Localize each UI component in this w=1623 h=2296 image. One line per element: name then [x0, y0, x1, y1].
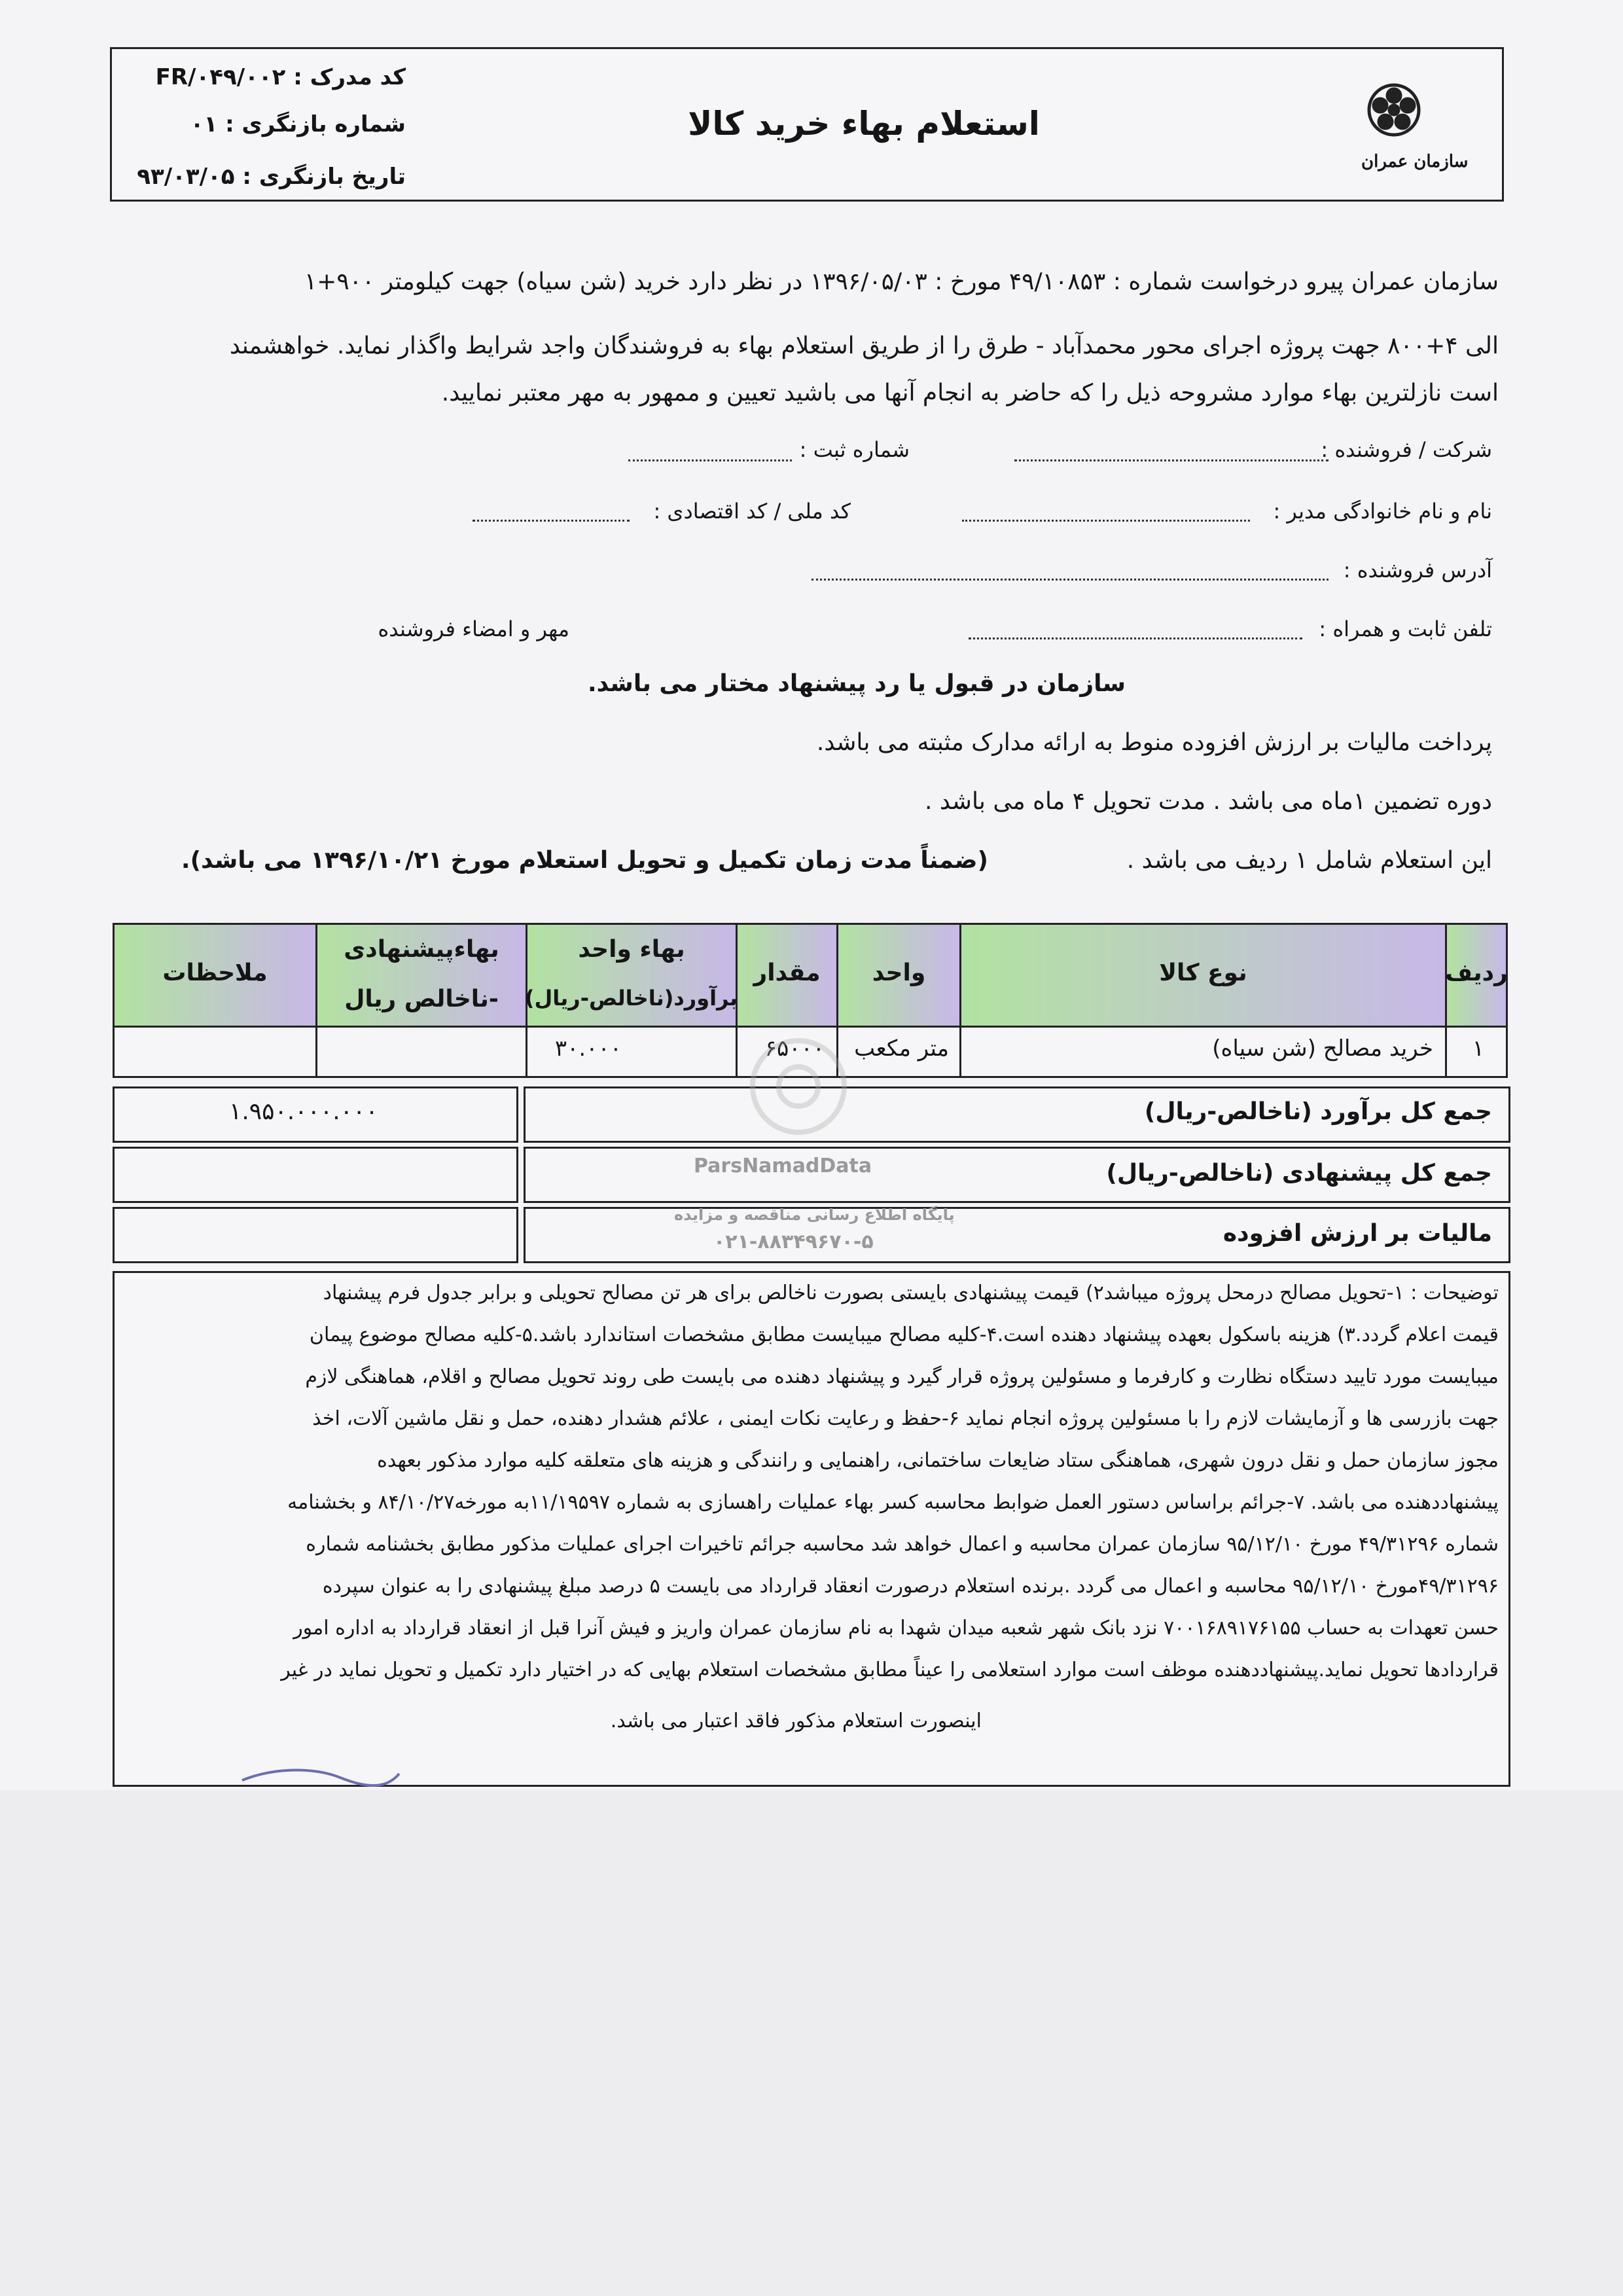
th-offered-label-2: -ناخالص ریال: [344, 986, 499, 1013]
phone-field[interactable]: [969, 637, 1302, 639]
note-line-10: قراردادها تحویل نماید.پیشنهاددهنده موظف است موارد استعلامی را عیناً مطابق مشخصات استعلام بهایی که در اختیار دارد تکمیل و تحویل نماید در غیر: [281, 1659, 1499, 1681]
watermark-caption: پایگاه اطلاع رسانی مناقصه و مزایده: [674, 1206, 955, 1224]
note-line-2: قیمت اعلام گردد.۳) هزینه باسکول بعهده پیشنهاد دهنده است.۴-کلیه مصالح میبایست مطابق مشخصات استاندارد باشد.۵-کلیه مصالح موضوع پیمان: [309, 1323, 1499, 1346]
td-remarks-cell[interactable]: [113, 1026, 317, 1078]
total-estimate-label: جمع کل برآورد (ناخالص-ریال): [1144, 1098, 1492, 1125]
td-row-value: ۱: [1472, 1035, 1484, 1062]
th-row-label: ردیف: [1445, 960, 1508, 986]
completion-date-note: (ضمناً مدت زمان تکمیل و تحویل استعلام مورخ ۱۳۹۶/۱۰/۲۱ می باشد).: [181, 847, 988, 874]
note-line-7: شماره ۴۹/۳۱۲۹۶ مورخ ۹۵/۱۲/۱۰ سازمان عمران محاسبه و اعمال خواهد شد محاسبه جرائم تاخیرات اجرای عملیات مذکور مطابق بخشنامه شماره: [306, 1533, 1499, 1556]
td-offered-price-cell[interactable]: [315, 1026, 527, 1078]
watermark-phone: ۰۲۱-۸۸۳۴۹۶۷۰-۵: [713, 1230, 874, 1253]
note-line-11: اینصورت استعلام مذکور فاقد اعتبار می باشد.: [610, 1710, 982, 1732]
th-qty-label: مقدار: [753, 960, 821, 986]
logo-caption: سازمان عمران: [1361, 152, 1469, 171]
vat-note: پرداخت مالیات بر ارزش افزوده منوط به ارائه مدارک مثبته می باشد.: [816, 729, 1492, 756]
seller-address-label: آدرس فروشنده :: [1343, 558, 1492, 583]
company-label: شرکت / فروشنده :: [1321, 437, 1492, 462]
total-offer-value-cell[interactable]: [113, 1147, 518, 1203]
th-remarks-label: ملاحظات: [162, 960, 268, 986]
vat-label: مالیات بر ارزش افزوده: [1222, 1220, 1492, 1247]
note-line-9: حسن تعهدات به حساب ۷۰۰۱۶۸۹۱۷۶۱۵۵ نزد بانک شهر شعبه میدان شهدا به نام سازمان عمران واریز و فیش آنرا قبل از انعقاد قرارداد به اداره امور: [293, 1617, 1499, 1640]
intro-line-3: است نازلترین بهاء موارد مشروحه ذیل را که حاضر به انجام آنها می باشید تعیین و ممهور به مهر معتبر نمایید.: [441, 380, 1499, 406]
revision-date: تاریخ بازنگری : ۹۳/۰۳/۰۵: [137, 164, 406, 190]
manager-name-label: نام و نام خانوادگی مدیر :: [1273, 499, 1492, 524]
registration-field[interactable]: [628, 459, 792, 461]
th-unit-price-label-1: بهاء واحد: [578, 936, 685, 963]
note-line-1: توضیحات : ۱-تحویل مصالح درمحل پروژه میباشد۲) قیمت پیشنهادی بایستی بصورت ناخالص برای هر تن مصالح تحویلی و برابر جدول فرم پیشنهاد: [323, 1282, 1499, 1304]
td-unit-price-value: ۳۰.۰۰۰: [554, 1035, 622, 1062]
th-item-label: نوع کالا: [1159, 960, 1247, 986]
revision-number: شماره بازنگری : ۰۱: [190, 111, 406, 137]
national-code-label: کد ملی / کد اقتصادی :: [653, 499, 851, 524]
total-estimate-value: ۱.۹۵۰.۰۰۰.۰۰۰: [229, 1098, 378, 1125]
vat-value-cell[interactable]: [113, 1207, 518, 1263]
note-line-3: میبایست مورد تایید دستگاه نظارت و کارفرما و مسئولین پروژه قرار گیرد و پیشنهاد دهنده می بایست طی روند تحویل مصالح و اقلام، هماهنگی لازم: [305, 1365, 1499, 1388]
note-line-5: مجوز سازمان حمل و نقل درون شهری، هماهنگی ستاد ضایعات ساختمانی، راهنمایی و رانندگی و هزینه های متعلقه کلیه موارد مذکور بعهده: [377, 1449, 1499, 1472]
th-offered-label-1: بهاءپیشنهادی: [344, 936, 499, 963]
td-qty-value: ۶۵۰۰۰: [764, 1035, 825, 1062]
org-choice-note: سازمان در قبول یا رد پیشنهاد مختار می باشد.: [587, 670, 1126, 697]
note-line-6: پیشنهاددهنده می باشد. ۷-جرائم براساس دستور العمل ضوابط محاسبه کسر بهاء عملیات راهسازی به شماره ۱۱/۱۹۵۹۷به مورخه۸۴/۱۰/۲۷ و بخشنامه: [287, 1491, 1499, 1514]
document-code: کد مدرک : FR/۰۴۹/۰۰۲: [155, 64, 406, 90]
registration-label: شماره ثبت :: [799, 437, 910, 462]
manager-name-field[interactable]: [962, 520, 1250, 522]
th-unit-price-label-2: برآورد(ناخالص-ریال): [524, 986, 738, 1011]
intro-line-1: سازمان عمران پیرو درخواست شماره : ۴۹/۱۰۸۵۳ مورخ : ۱۳۹۶/۰۵/۰۳ در نظر دارد خرید (شن سیاه) جهت کیلومتر ۹۰۰+۱: [304, 268, 1499, 295]
guarantee-delivery-note: دوره تضمین ۱ماه می باشد . مدت تحویل ۴ ماه می باشد .: [925, 788, 1492, 815]
total-offer-label: جمع کل پیشنهادی (ناخالص-ریال): [1106, 1160, 1492, 1187]
national-code-field[interactable]: [473, 520, 630, 522]
seal-signature-label: مهر و امضاء فروشنده: [378, 617, 569, 641]
td-item-value: خرید مصالح (شن سیاه): [1212, 1035, 1433, 1062]
note-line-8: ۴۹/۳۱۲۹۶مورخ ۹۵/۱۲/۱۰ محاسبه و اعمال می گردد .برنده استعلام درصورت انعقاد قرارداد می بایست ۵ درصد مبلغ پیشنهادی را به عنوان سپرده: [322, 1575, 1499, 1598]
th-unit-label: واحد: [872, 960, 926, 986]
watermark-gear-icon: [654, 1021, 942, 1152]
td-unit-value: متر مکعب: [854, 1035, 949, 1062]
watermark-brand: ParsNamadData: [694, 1155, 872, 1177]
note-line-4: جهت بازرسی ها و آزمایشات لازم را با مسئولین پروژه انجام نماید ۶-حفظ و رعایت نکات ایمنی ، علائم هشدار دهنده، حمل و نقل ماشین آلات، اخذ: [312, 1407, 1499, 1430]
intro-line-2: الی ۴+۸۰۰ جهت پروژه اجرای محور محمدآباد - طرق را از طریق استعلام بهاء به فروشندگان واجد شرایط واگذار نماید. خواهشمند: [229, 332, 1499, 359]
rows-count-note: این استعلام شامل ۱ ردیف می باشد .: [1126, 847, 1492, 874]
page-bottom-margin: [0, 1790, 1623, 2296]
page-title: استعلام بهاء خرید کالا: [688, 105, 1040, 143]
company-field[interactable]: [1014, 459, 1329, 461]
phone-label: تلفن ثابت و همراه :: [1319, 617, 1492, 641]
seller-address-field[interactable]: [812, 579, 1329, 581]
